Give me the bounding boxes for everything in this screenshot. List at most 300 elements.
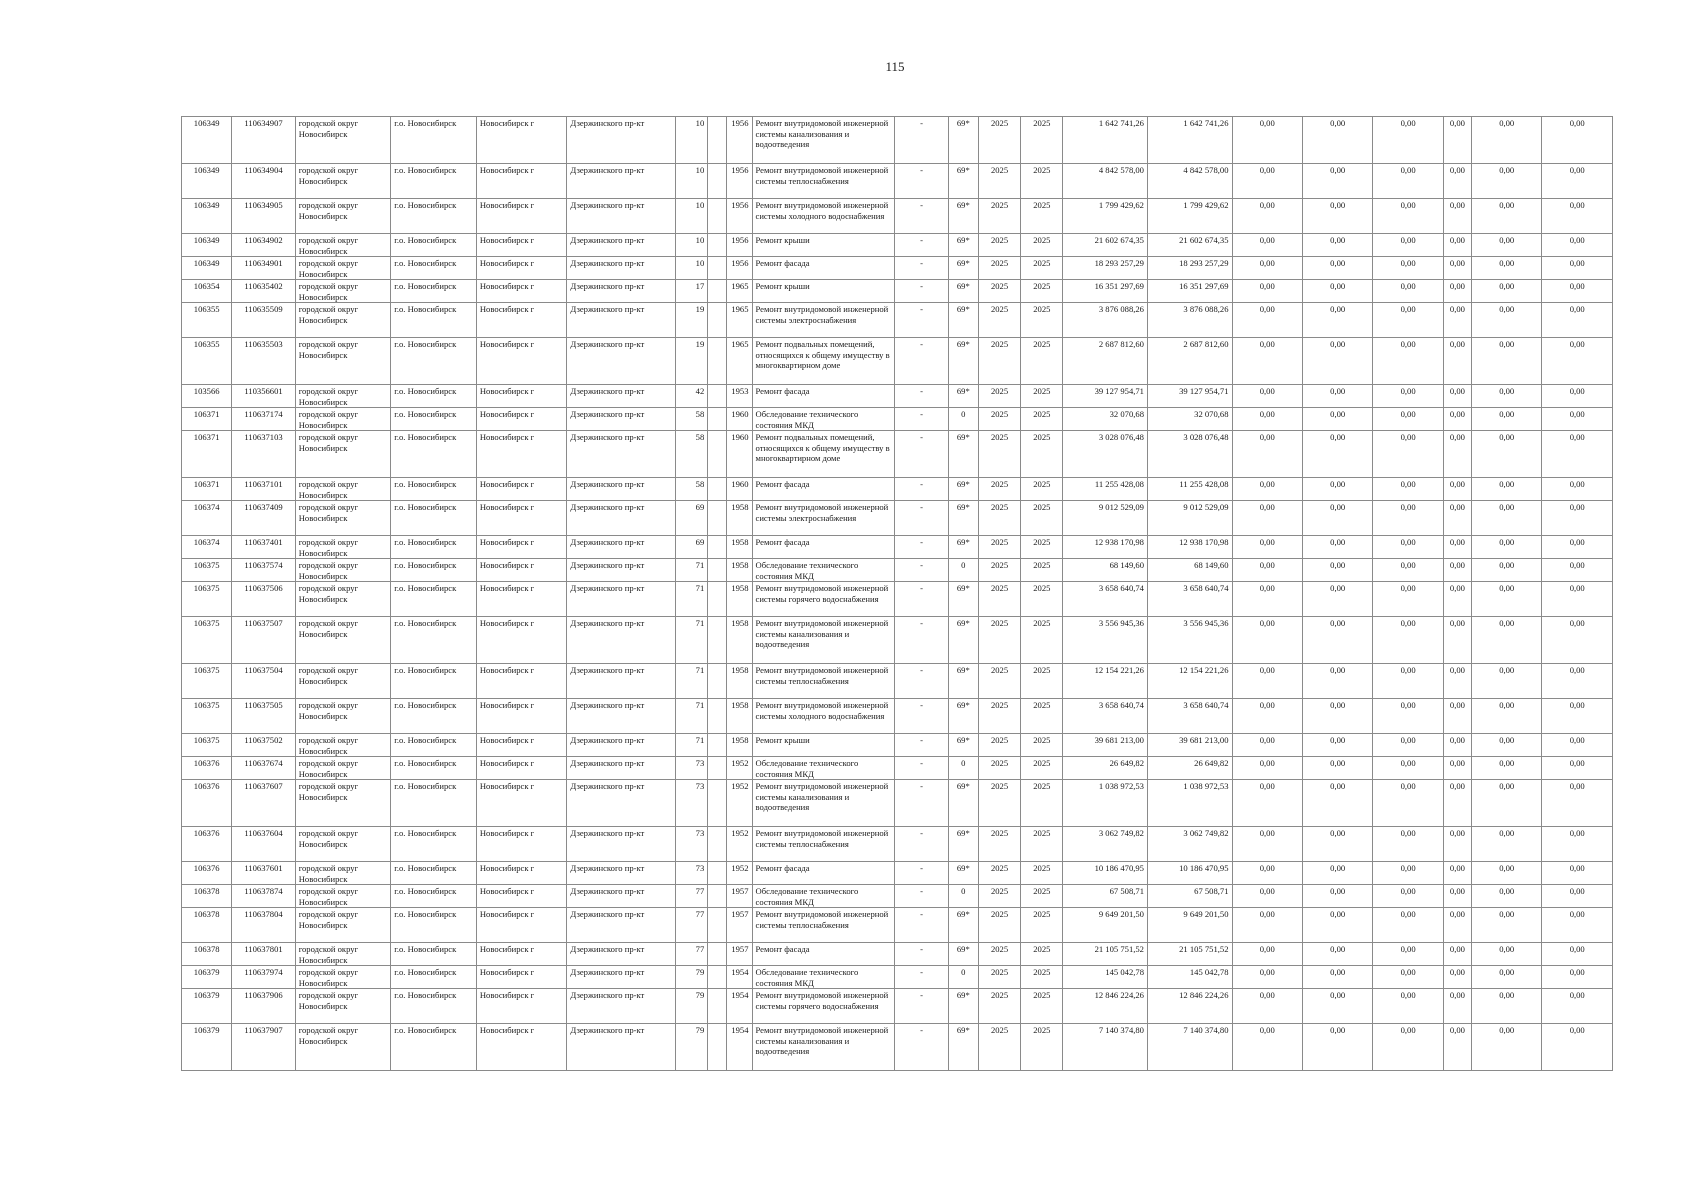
cell-year-from: 2025 (978, 478, 1020, 501)
cell-year: 1965 (727, 303, 752, 338)
cell-cost-total: 26 649,82 (1063, 757, 1148, 780)
cell-code: 110637401 (232, 536, 295, 559)
cell-year: 1958 (727, 559, 752, 582)
cell-year-to: 2025 (1021, 664, 1063, 699)
cell-id: 106354 (182, 280, 232, 303)
cell-city-district: г.о. Новосибирск (391, 734, 477, 757)
cell-v3: 0,00 (1373, 1024, 1443, 1071)
cell-cost-fund: 67 508,71 (1147, 885, 1232, 908)
cell-year-from: 2025 (978, 827, 1020, 862)
cell-v2: 0,00 (1302, 303, 1372, 338)
cell-year-to: 2025 (1021, 757, 1063, 780)
cell-street: Дзержинского пр-кт (567, 303, 676, 338)
cell-dash: - (895, 385, 948, 408)
cell-v1: 0,00 (1232, 257, 1302, 280)
cell-work: Ремонт внутридомовой инженерной системы холодного водоснабжения (752, 699, 895, 734)
cell-id: 106376 (182, 862, 232, 885)
cell-v6: 0,00 (1542, 338, 1613, 385)
cell-method: 69* (948, 862, 978, 885)
cell-cost-total: 9 649 201,50 (1063, 908, 1148, 943)
cell-street: Дзержинского пр-кт (567, 885, 676, 908)
cell-dash: - (895, 478, 948, 501)
cell-year: 1965 (727, 338, 752, 385)
cell-v3: 0,00 (1373, 989, 1443, 1024)
cell-v4: 0,00 (1443, 966, 1471, 989)
cell-letter (708, 699, 727, 734)
cell-dash: - (895, 617, 948, 664)
cell-v2: 0,00 (1302, 582, 1372, 617)
cell-house: 58 (676, 478, 708, 501)
cell-id: 106355 (182, 303, 232, 338)
cell-cost-total: 1 799 429,62 (1063, 199, 1148, 234)
cell-year-from: 2025 (978, 257, 1020, 280)
cell-house: 19 (676, 338, 708, 385)
cell-code: 110637506 (232, 582, 295, 617)
cell-v2: 0,00 (1302, 385, 1372, 408)
cell-code: 110637574 (232, 559, 295, 582)
cell-v4: 0,00 (1443, 780, 1471, 827)
cell-v4: 0,00 (1443, 199, 1471, 234)
cell-v5: 0,00 (1472, 664, 1542, 699)
cell-year-from: 2025 (978, 303, 1020, 338)
cell-method: 69* (948, 164, 978, 199)
cell-year: 1956 (727, 199, 752, 234)
cell-v1: 0,00 (1232, 536, 1302, 559)
cell-v3: 0,00 (1373, 664, 1443, 699)
cell-year-to: 2025 (1021, 617, 1063, 664)
cell-year-to: 2025 (1021, 885, 1063, 908)
cell-v2: 0,00 (1302, 338, 1372, 385)
cell-id: 106375 (182, 699, 232, 734)
cell-v6: 0,00 (1542, 199, 1613, 234)
cell-v2: 0,00 (1302, 199, 1372, 234)
cell-v1: 0,00 (1232, 989, 1302, 1024)
cell-code: 110637174 (232, 408, 295, 431)
cell-cost-fund: 26 649,82 (1147, 757, 1232, 780)
cell-v6: 0,00 (1542, 734, 1613, 757)
cell-v4: 0,00 (1443, 617, 1471, 664)
cell-street: Дзержинского пр-кт (567, 989, 676, 1024)
cell-year-to: 2025 (1021, 431, 1063, 478)
cell-city-district: г.о. Новосибирск (391, 885, 477, 908)
cell-code: 110634901 (232, 257, 295, 280)
cell-district: городской округ Новосибирск (295, 908, 391, 943)
table-row (182, 431, 1613, 478)
cell-cost-fund: 12 846 224,26 (1147, 989, 1232, 1024)
cell-house: 77 (676, 885, 708, 908)
table-row (182, 234, 1613, 257)
cell-district: городской округ Новосибирск (295, 757, 391, 780)
cell-v6: 0,00 (1542, 1024, 1613, 1071)
cell-year-to: 2025 (1021, 734, 1063, 757)
cell-v4: 0,00 (1443, 943, 1471, 966)
cell-v6: 0,00 (1542, 303, 1613, 338)
cell-letter (708, 617, 727, 664)
cell-v6: 0,00 (1542, 280, 1613, 303)
cell-method: 0 (948, 966, 978, 989)
cell-letter (708, 199, 727, 234)
cell-letter (708, 501, 727, 536)
cell-year-from: 2025 (978, 1024, 1020, 1071)
cell-year: 1954 (727, 989, 752, 1024)
cell-code: 110634907 (232, 117, 295, 164)
cell-city: Новосибирск г (476, 827, 567, 862)
cell-district: городской округ Новосибирск (295, 780, 391, 827)
cell-letter (708, 827, 727, 862)
cell-v4: 0,00 (1443, 559, 1471, 582)
cell-dash: - (895, 966, 948, 989)
cell-v2: 0,00 (1302, 862, 1372, 885)
cell-v3: 0,00 (1373, 559, 1443, 582)
cell-v2: 0,00 (1302, 164, 1372, 199)
cell-cost-fund: 16 351 297,69 (1147, 280, 1232, 303)
cell-cost-fund: 12 938 170,98 (1147, 536, 1232, 559)
cell-year: 1952 (727, 827, 752, 862)
cell-year-from: 2025 (978, 966, 1020, 989)
cell-letter (708, 164, 727, 199)
cell-year-to: 2025 (1021, 780, 1063, 827)
cell-year-from: 2025 (978, 117, 1020, 164)
cell-v6: 0,00 (1542, 699, 1613, 734)
cell-cost-fund: 9 649 201,50 (1147, 908, 1232, 943)
cell-house: 73 (676, 862, 708, 885)
cell-city: Новосибирск г (476, 280, 567, 303)
cell-v6: 0,00 (1542, 164, 1613, 199)
cell-v3: 0,00 (1373, 757, 1443, 780)
cell-v1: 0,00 (1232, 943, 1302, 966)
cell-code: 110637502 (232, 734, 295, 757)
cell-v5: 0,00 (1472, 827, 1542, 862)
table-row (182, 478, 1613, 501)
cell-city-district: г.о. Новосибирск (391, 582, 477, 617)
cell-v1: 0,00 (1232, 303, 1302, 338)
cell-district: городской округ Новосибирск (295, 478, 391, 501)
cell-id: 106349 (182, 164, 232, 199)
cell-cost-total: 68 149,60 (1063, 559, 1148, 582)
cell-dash: - (895, 536, 948, 559)
cell-v4: 0,00 (1443, 862, 1471, 885)
cell-v2: 0,00 (1302, 501, 1372, 536)
cell-district: городской округ Новосибирск (295, 408, 391, 431)
cell-v5: 0,00 (1472, 478, 1542, 501)
cell-district: городской округ Новосибирск (295, 117, 391, 164)
cell-city-district: г.о. Новосибирск (391, 757, 477, 780)
cell-street: Дзержинского пр-кт (567, 1024, 676, 1071)
cell-city: Новосибирск г (476, 501, 567, 536)
cell-letter (708, 966, 727, 989)
cell-district: городской округ Новосибирск (295, 617, 391, 664)
cell-district: городской округ Новосибирск (295, 338, 391, 385)
cell-v1: 0,00 (1232, 117, 1302, 164)
cell-city: Новосибирск г (476, 989, 567, 1024)
cell-work: Ремонт фасада (752, 257, 895, 280)
cell-year-from: 2025 (978, 617, 1020, 664)
cell-cost-total: 21 105 751,52 (1063, 943, 1148, 966)
cell-v2: 0,00 (1302, 734, 1372, 757)
cell-city: Новосибирск г (476, 943, 567, 966)
cell-year-from: 2025 (978, 431, 1020, 478)
cell-work: Обследование технического состояния МКД (752, 559, 895, 582)
cell-v4: 0,00 (1443, 734, 1471, 757)
cell-v6: 0,00 (1542, 827, 1613, 862)
cell-cost-total: 21 602 674,35 (1063, 234, 1148, 257)
cell-year: 1956 (727, 117, 752, 164)
cell-dash: - (895, 582, 948, 617)
cell-v1: 0,00 (1232, 664, 1302, 699)
cell-v3: 0,00 (1373, 431, 1443, 478)
cell-v4: 0,00 (1443, 664, 1471, 699)
table-row (182, 617, 1613, 664)
cell-year: 1958 (727, 734, 752, 757)
cell-v5: 0,00 (1472, 164, 1542, 199)
cell-letter (708, 478, 727, 501)
cell-year: 1954 (727, 966, 752, 989)
cell-v2: 0,00 (1302, 257, 1372, 280)
cell-v2: 0,00 (1302, 559, 1372, 582)
cell-cost-fund: 2 687 812,60 (1147, 338, 1232, 385)
cell-cost-fund: 4 842 578,00 (1147, 164, 1232, 199)
cell-street: Дзержинского пр-кт (567, 338, 676, 385)
cell-year-to: 2025 (1021, 199, 1063, 234)
cell-id: 106375 (182, 559, 232, 582)
cell-letter (708, 885, 727, 908)
table-row (182, 989, 1613, 1024)
cell-house: 77 (676, 908, 708, 943)
cell-city: Новосибирск г (476, 862, 567, 885)
cell-method: 69* (948, 1024, 978, 1071)
cell-house: 71 (676, 664, 708, 699)
cell-v5: 0,00 (1472, 885, 1542, 908)
table-body (182, 117, 1613, 1071)
cell-house: 69 (676, 501, 708, 536)
cell-cost-fund: 10 186 470,95 (1147, 862, 1232, 885)
cell-v5: 0,00 (1472, 431, 1542, 478)
cell-code: 110635509 (232, 303, 295, 338)
cell-v5: 0,00 (1472, 199, 1542, 234)
cell-district: городской округ Новосибирск (295, 664, 391, 699)
table-row (182, 862, 1613, 885)
cell-city: Новосибирск г (476, 164, 567, 199)
cell-v5: 0,00 (1472, 908, 1542, 943)
cell-cost-total: 67 508,71 (1063, 885, 1148, 908)
cell-v4: 0,00 (1443, 385, 1471, 408)
cell-cost-fund: 3 028 076,48 (1147, 431, 1232, 478)
cell-dash: - (895, 280, 948, 303)
cell-v3: 0,00 (1373, 827, 1443, 862)
cell-street: Дзержинского пр-кт (567, 164, 676, 199)
cell-cost-fund: 3 658 640,74 (1147, 582, 1232, 617)
cell-city: Новосибирск г (476, 757, 567, 780)
cell-cost-fund: 1 642 741,26 (1147, 117, 1232, 164)
cell-cost-total: 10 186 470,95 (1063, 862, 1148, 885)
cell-year-to: 2025 (1021, 943, 1063, 966)
cell-code: 110637604 (232, 827, 295, 862)
cell-city-district: г.о. Новосибирск (391, 536, 477, 559)
cell-letter (708, 257, 727, 280)
cell-v6: 0,00 (1542, 117, 1613, 164)
cell-house: 71 (676, 699, 708, 734)
cell-cost-fund: 39 681 213,00 (1147, 734, 1232, 757)
cell-v1: 0,00 (1232, 501, 1302, 536)
cell-code: 110637801 (232, 943, 295, 966)
cell-code: 110635503 (232, 338, 295, 385)
cell-v5: 0,00 (1472, 966, 1542, 989)
cell-id: 106371 (182, 478, 232, 501)
cell-v3: 0,00 (1373, 780, 1443, 827)
cell-cost-total: 3 028 076,48 (1063, 431, 1148, 478)
table-row (182, 408, 1613, 431)
cell-year: 1958 (727, 536, 752, 559)
cell-v2: 0,00 (1302, 943, 1372, 966)
cell-dash: - (895, 699, 948, 734)
cell-district: городской округ Новосибирск (295, 582, 391, 617)
cell-city-district: г.о. Новосибирск (391, 780, 477, 827)
cell-district: городской округ Новосибирск (295, 989, 391, 1024)
cell-code: 110637974 (232, 966, 295, 989)
cell-id: 106376 (182, 827, 232, 862)
cell-v6: 0,00 (1542, 536, 1613, 559)
cell-v2: 0,00 (1302, 757, 1372, 780)
cell-cost-fund: 3 062 749,82 (1147, 827, 1232, 862)
cell-dash: - (895, 734, 948, 757)
cell-year-to: 2025 (1021, 408, 1063, 431)
cell-letter (708, 780, 727, 827)
cell-v1: 0,00 (1232, 862, 1302, 885)
cell-work: Ремонт внутридомовой инженерной системы горячего водоснабжения (752, 989, 895, 1024)
cell-v4: 0,00 (1443, 699, 1471, 734)
cell-city-district: г.о. Новосибирск (391, 117, 477, 164)
cell-v2: 0,00 (1302, 536, 1372, 559)
cell-city-district: г.о. Новосибирск (391, 408, 477, 431)
cell-v3: 0,00 (1373, 338, 1443, 385)
cell-work: Обследование технического состояния МКД (752, 885, 895, 908)
cell-work: Ремонт внутридомовой инженерной системы теплоснабжения (752, 164, 895, 199)
cell-year-from: 2025 (978, 408, 1020, 431)
cell-house: 10 (676, 257, 708, 280)
cell-method: 69* (948, 303, 978, 338)
cell-city: Новосибирск г (476, 408, 567, 431)
cell-cost-total: 9 012 529,09 (1063, 501, 1148, 536)
table-row (182, 536, 1613, 559)
cell-method: 0 (948, 885, 978, 908)
cell-district: городской округ Новосибирск (295, 164, 391, 199)
cell-city-district: г.о. Новосибирск (391, 966, 477, 989)
cell-year-to: 2025 (1021, 908, 1063, 943)
cell-v2: 0,00 (1302, 617, 1372, 664)
cell-method: 69* (948, 234, 978, 257)
cell-v6: 0,00 (1542, 501, 1613, 536)
cell-letter (708, 117, 727, 164)
cell-house: 79 (676, 1024, 708, 1071)
cell-v3: 0,00 (1373, 617, 1443, 664)
cell-v4: 0,00 (1443, 1024, 1471, 1071)
cell-cost-total: 32 070,68 (1063, 408, 1148, 431)
cell-method: 0 (948, 757, 978, 780)
cell-v6: 0,00 (1542, 908, 1613, 943)
cell-v3: 0,00 (1373, 734, 1443, 757)
cell-year-to: 2025 (1021, 536, 1063, 559)
cell-cost-fund: 9 012 529,09 (1147, 501, 1232, 536)
cell-street: Дзержинского пр-кт (567, 862, 676, 885)
cell-v5: 0,00 (1472, 617, 1542, 664)
cell-method: 69* (948, 431, 978, 478)
cell-year: 1956 (727, 257, 752, 280)
cell-dash: - (895, 559, 948, 582)
cell-dash: - (895, 862, 948, 885)
cell-id: 106374 (182, 536, 232, 559)
cell-dash: - (895, 908, 948, 943)
cell-method: 69* (948, 257, 978, 280)
cell-v2: 0,00 (1302, 478, 1372, 501)
cell-street: Дзержинского пр-кт (567, 478, 676, 501)
table-row (182, 943, 1613, 966)
cell-work: Ремонт внутридомовой инженерной системы канализования и водоотведения (752, 117, 895, 164)
table-row (182, 908, 1613, 943)
cell-method: 69* (948, 582, 978, 617)
cell-v3: 0,00 (1373, 257, 1443, 280)
cell-city: Новосибирск г (476, 431, 567, 478)
table-row (182, 966, 1613, 989)
cell-letter (708, 303, 727, 338)
cell-year-to: 2025 (1021, 1024, 1063, 1071)
cell-v5: 0,00 (1472, 780, 1542, 827)
cell-letter (708, 431, 727, 478)
cell-year-to: 2025 (1021, 385, 1063, 408)
cell-letter (708, 1024, 727, 1071)
cell-cost-fund: 68 149,60 (1147, 559, 1232, 582)
cell-city-district: г.о. Новосибирск (391, 338, 477, 385)
cell-cost-total: 145 042,78 (1063, 966, 1148, 989)
cell-year-from: 2025 (978, 234, 1020, 257)
cell-district: городской округ Новосибирск (295, 559, 391, 582)
cell-year-from: 2025 (978, 280, 1020, 303)
cell-house: 10 (676, 199, 708, 234)
cell-v2: 0,00 (1302, 234, 1372, 257)
cell-v1: 0,00 (1232, 280, 1302, 303)
cell-work: Ремонт крыши (752, 234, 895, 257)
cell-cost-total: 18 293 257,29 (1063, 257, 1148, 280)
cell-v1: 0,00 (1232, 582, 1302, 617)
cell-year: 1954 (727, 1024, 752, 1071)
cell-street: Дзержинского пр-кт (567, 501, 676, 536)
cell-year-to: 2025 (1021, 117, 1063, 164)
cell-v3: 0,00 (1373, 199, 1443, 234)
cell-method: 69* (948, 943, 978, 966)
cell-v3: 0,00 (1373, 303, 1443, 338)
cell-v2: 0,00 (1302, 117, 1372, 164)
cell-district: городской округ Новосибирск (295, 280, 391, 303)
cell-city: Новосибирск г (476, 582, 567, 617)
cell-year-to: 2025 (1021, 234, 1063, 257)
cell-work: Ремонт внутридомовой инженерной системы канализования и водоотведения (752, 780, 895, 827)
cell-v6: 0,00 (1542, 385, 1613, 408)
table-row (182, 664, 1613, 699)
cell-cost-total: 16 351 297,69 (1063, 280, 1148, 303)
table-row (182, 385, 1613, 408)
cell-work: Ремонт внутридомовой инженерной системы холодного водоснабжения (752, 199, 895, 234)
cell-code: 110637804 (232, 908, 295, 943)
cell-year: 1957 (727, 885, 752, 908)
cell-year-from: 2025 (978, 582, 1020, 617)
cell-v1: 0,00 (1232, 908, 1302, 943)
cell-city: Новосибирск г (476, 385, 567, 408)
cell-v6: 0,00 (1542, 966, 1613, 989)
cell-method: 69* (948, 199, 978, 234)
cell-v6: 0,00 (1542, 431, 1613, 478)
cell-dash: - (895, 234, 948, 257)
cell-v6: 0,00 (1542, 989, 1613, 1024)
cell-year-from: 2025 (978, 164, 1020, 199)
